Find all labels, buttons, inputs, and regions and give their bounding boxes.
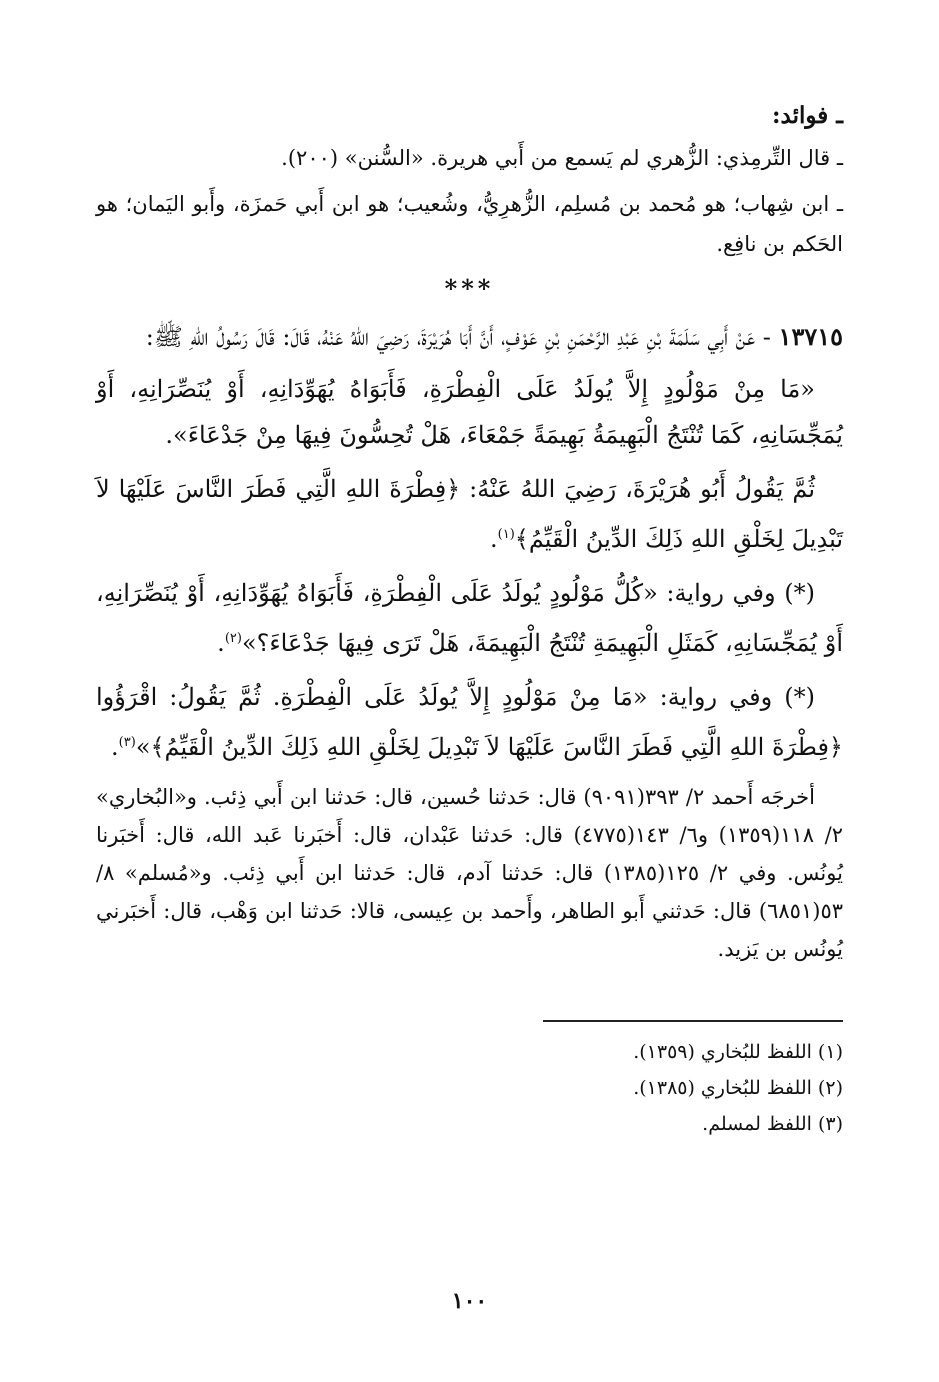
page-body [96,96,843,1342]
riwaya-1-text: (*) وفي رواية: «كُلُّ مَوْلُودٍ يُولَدُ عَلَى الْفِطْرَةِ، فَأَبَوَاهُ يُهَوِّدَانِهِ، أَوْ يُنَصِّرَانِهِ، أَوْ يُمَجِّسَانِهِ، كَمَثَلِ الْبَهِيمَةِ تُنْتَجُ الْبَهِيمَةَ، هَلْ تَرَى فِيهَا جَدْعَاءَ؟» [96,579,843,657]
hadith-number: ١٣٧١٥ [778,322,843,351]
benefit-item-narrators: ـ ابن شِهاب؛ هو مُحمد بن مُسلِم، الزُّهرِيُّ، وشُعيب؛ هو ابن أَبي حَمزَة، وأَبو اليَمان؛ هو الحَكم بن نافِع. [96,192,843,256]
takhrij-paragraph: أخرجَه أَحمد ٢/ ٣٩٣(٩٠٩١) قال: حَدثنا حُسين، قال: حَدثنا ابن أَبي ذِئب. و«البُخاري» ٢/ ١١٨(١٣٥٩) و٦/ ١٤٣(٤٧٧٥) قال: حَدثنا عَبْدان، قال: أَخبَرنا عَبد الله، قال: أَخبَرنا يُونُس. وفي ٢/ ١٢٥(١٣٨٥) قال: حَدثنا آدم، قال: حَدثنا ابن أَبي ذِئب. و«مُسلم» ٨/ ٥٣(٦٨٥١) قال: حَدثني أَبو الطاهر، وأَحمد بن عِيسى، قالا: حَدثنا ابن وَهْب، قال: أَخبَرني يُونُس بن يَزيد. [96,785,843,961]
footnote-3: (٣) اللفظ لمسلم. [702,1113,843,1135]
footnote-2: (٢) اللفظ للبُخاري (١٣٨٥). [633,1077,843,1099]
footnote-1: (١) اللفظ للبُخاري (١٣٥٩). [633,1041,843,1063]
footnote-ref-3[interactable]: (٣) [118,735,136,750]
section-separator: *** [444,274,495,303]
quran-quote-text: ثُمَّ يَقُولُ أَبُو هُرَيْرَةَ، رَضِيَ اللهُ عَنْهُ: ﴿فِطْرَةَ اللهِ الَّتِي فَطَرَ النَّاسَ عَلَيْهَا لاَ تَبْدِيلَ لِخَلْقِ اللهِ ذَلِكَ الدِّينُ الْقَيِّمُ﴾ [96,475,843,553]
footnote-ref-2[interactable]: (٢) [224,631,242,646]
page-number: ١٠٠ [451,1288,488,1314]
footnote-divider [543,1020,843,1022]
hadith-isnad: - عَنْ أَبِي سَلَمَةَ بْنِ عَبْدِ الرَّحْمَنِ بْنِ عَوْفٍ، أَنَّ أَبَا هُرَيْرَةَ، رَضِيَ اللهُ عَنْهُ، قَالَ: قَالَ رَسُولُ اللهِ ﷺ: [145,323,779,351]
footnote-ref-1[interactable]: (١) [497,527,515,542]
benefits-heading: ـ فوائد: [772,102,843,129]
benefit-item-tirmidhi: ـ قال التِّرمِذي: الزُّهري لم يَسمع من أَبي هريرة. «السُّنن» (٢٠٠). [281,146,843,170]
riwaya-2-text: (*) وفي رواية: «مَا مِنْ مَوْلُودٍ إِلاَّ يُولَدُ عَلَى الْفِطْرَةِ. ثُمَّ يَقُولُ: اقْرَؤُوا ﴿فِطْرَةَ اللهِ الَّتِي فَطَرَ النَّاسَ عَلَيْهَا لاَ تَبْدِيلَ لِخَلْقِ اللهِ ذَلِكَ الدِّينُ الْقَيِّمُ﴾» [96,683,843,761]
riwaya-2: (*) وفي رواية: «مَا مِنْ مَوْلُودٍ إِلاَّ يُولَدُ عَلَى الْفِطْرَةِ. ثُمَّ يَقُولُ: اقْرَؤُوا ﴿فِطْرَةَ اللهِ الَّتِي فَطَرَ النَّاسَ عَلَيْهَا لاَ تَبْدِيلَ لِخَلْقِ اللهِ ذَلِكَ الدِّينُ الْقَيِّمُ﴾»$^{(٣)}$. [96,683,843,761]
riwaya-1: (*) وفي رواية: «كُلُّ مَوْلُودٍ يُولَدُ عَلَى الْفِطْرَةِ، فَأَبَوَاهُ يُهَوِّدَانِهِ، أَوْ يُنَصِّرَانِهِ، أَوْ يُمَجِّسَانِهِ، كَمَثَلِ الْبَهِيمَةِ تُنْتَجُ الْبَهِيمَةَ، هَلْ تَرَى فِيهَا جَدْعَاءَ؟»$^{(٢)}$. [96,579,843,657]
hadith-quran-quote: ثُمَّ يَقُولُ أَبُو هُرَيْرَةَ، رَضِيَ اللهُ عَنْهُ: ﴿فِطْرَةَ اللهِ الَّتِي فَطَرَ النَّاسَ عَلَيْهَا لاَ تَبْدِيلَ لِخَلْقِ اللهِ ذَلِكَ الدِّينُ الْقَيِّمُ﴾$^{(١)}$. [96,475,843,553]
hadith-matn: «مَا مِنْ مَوْلُودٍ إِلاَّ يُولَدُ عَلَى الْفِطْرَةِ، فَأَبَوَاهُ يُهَوِّدَانِهِ، أَوْ يُنَصِّرَانِهِ، أَوْ يُمَجِّسَانِهِ، كَمَا تُنْتَجُ الْبَهِيمَةُ بَهِيمَةً جَمْعَاءَ، هَلْ تُحِسُّونَ فِيهَا مِنْ جَدْعَاءَ». [96,375,843,449]
hadith-intro [96,314,843,360]
